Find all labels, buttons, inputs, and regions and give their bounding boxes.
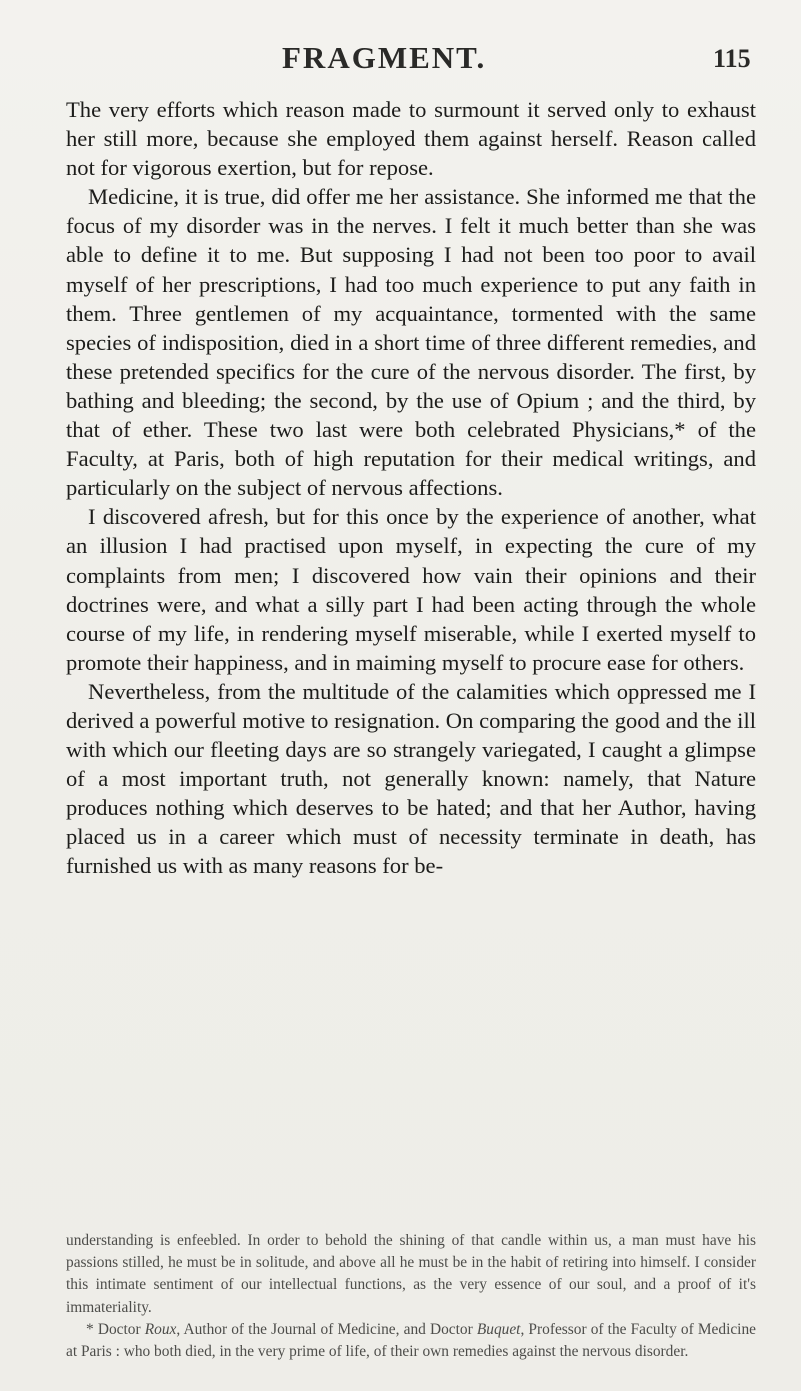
paragraph: I discovered afresh, but for this once by the experience of another, what an illusion I had practised upon myself, in expecting the cure of my complaints from men; I discovered how vain their opinions and their doctrines were, and what a silly part I had been acting through the whole course of my life, in rendering myself miserable, while I exerted myself to promote their happiness, and in maiming myself to procure ease for others. [66, 504, 756, 675]
running-head: FRAGMENT. [282, 40, 487, 75]
page-number: 115 [713, 44, 751, 73]
footnote-name: Roux [144, 1320, 177, 1338]
footnote-name: Buquet [476, 1320, 521, 1338]
paragraph: Medicine, it is true, did offer me her assistance. She informed me that the focus of my disorder was in the nerves. I felt it much better than she was able to define it to me. But supposing I had not been too poor to avail myself of her prescriptions, I had too much experience to put any faith in them. Three gentlemen of my acquaintance, tormented with the same species of indisposition, died in a short time of three different remedies, and these pretended specifics for the cure of the nervous disorder. The first, by bathing and bleeding; the second, by the use of Opium ; and the third, by that of ether. These two last were both celebrated Physicians,* of the Faculty, at Paris, both of high reputation for their medical writings, and particularly on the subject of nervous affections. [66, 184, 756, 501]
paragraph: Nevertheless, from the multitude of the calamities which oppressed me I derived a powerful motive to resignation. On comparing the good and the ill with which our fleeting days are so strangely variegated, I caught a glimpse of a most important truth, not generally known: namely, that Nature produces nothing which deserves to be hated; and that her Author, having placed us in a career which must of necessity terminate in death, has furnished us with as many reasons for be- [66, 678, 756, 879]
page-header [0, 40, 801, 80]
main-text [66, 95, 756, 881]
footnotes [66, 1230, 756, 1363]
footnote [66, 1319, 756, 1363]
paragraph: The very efforts which reason made to surmount it served only to exhaust her still more, because she employed them against herself. Reason called not for vigorous exertion, but for repose. [66, 97, 756, 181]
footnote-marker: * Doctor [86, 1320, 145, 1338]
footnote-text: , Author of the Journal of Medicine, and Doctor [176, 1320, 477, 1338]
footnote-continuation: understanding is enfeebled. In order to behold the shining of that candle within us, a man must have his passions stilled, he must be in solitude, and above all he must be in the habit of retiring into himself. I consider this intimate sentiment of our intellectual functions, as the very essence of our soul, and a proof of it's immateriality. [66, 1232, 756, 1316]
footnote-text: , Professor of the Faculty of Medicine at Paris : who both died, in the very prime of life, of their own remedies against the nervous disorder. [66, 1320, 756, 1361]
